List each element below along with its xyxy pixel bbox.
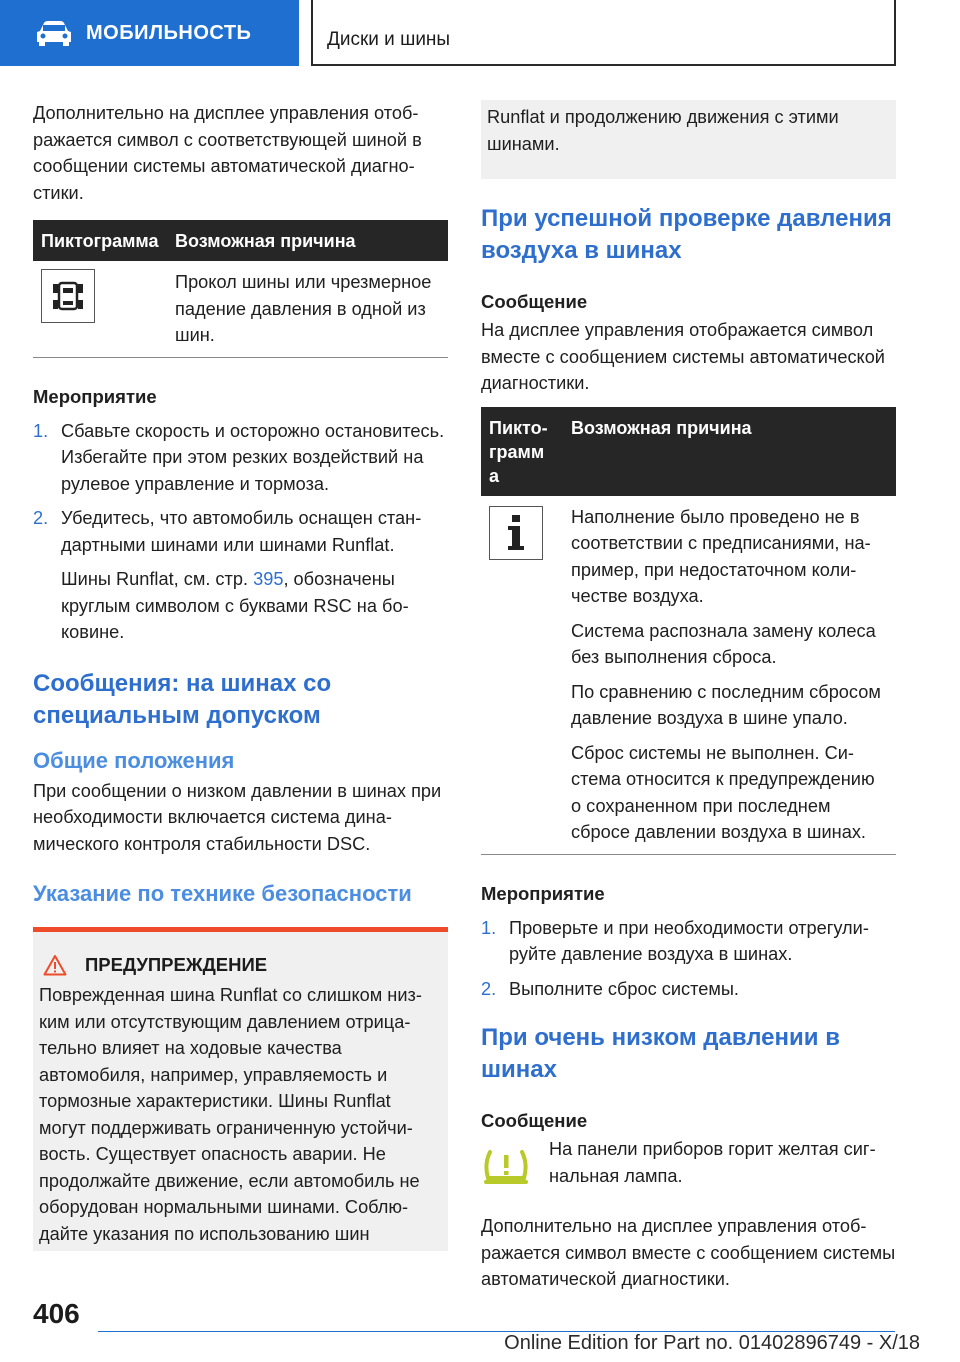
cause-item: По сравнению с последним сбросом давление воздуха в шине упало. bbox=[571, 681, 881, 728]
table-cell-cause: Прокол шины или чрезмерное падение давления в одной из шин. bbox=[167, 261, 448, 357]
warning-continued-text: Runflat и продолжению движения с этими шинами. bbox=[487, 107, 839, 154]
warning-title-row bbox=[39, 954, 442, 976]
warning-triangle-icon bbox=[43, 954, 67, 976]
tire-pressure-warning-lamp-icon bbox=[481, 1136, 549, 1195]
heading-success: При успешной проверке давления воздуха в шинах bbox=[481, 205, 892, 264]
message-text: На дисплее управления отображается символ вместе с сообщением системы автоматической диагностики. bbox=[481, 320, 885, 393]
extra-text: Дополнительно на дисплее управления отображается символ вместе с сообщением системы автоматической диагностики. bbox=[481, 1216, 896, 1289]
chapter-box bbox=[311, 0, 896, 66]
table-header-cause: Возможная причина bbox=[167, 220, 448, 261]
runflat-note: Шины Runflat, см. стр. 395, обозначены круглым символом с буквами RSC на боковине. bbox=[61, 569, 409, 642]
right-column bbox=[481, 100, 896, 1293]
section-label: МОБИЛЬНОСТЬ bbox=[86, 21, 252, 44]
section-tab[interactable] bbox=[0, 0, 299, 66]
measures-list bbox=[481, 915, 896, 1003]
table-header-pictogram: Пиктограмм а bbox=[481, 407, 563, 496]
warning-box-continued bbox=[481, 100, 896, 179]
list-item: 2. Выполните сброс системы. bbox=[481, 978, 739, 999]
chapter-title: Диски и шины bbox=[327, 29, 451, 50]
cause-item: Наполнение было проведено не в соответствии с предписаниями, например, при недостаточном количестве воздуха. bbox=[571, 506, 871, 606]
tire-puncture-icon bbox=[41, 269, 95, 323]
heading-safety: Указание по технике безопасности bbox=[33, 881, 412, 906]
lamp-row bbox=[481, 1136, 896, 1195]
page-link[interactable]: 395 bbox=[253, 569, 284, 589]
cause-item: Сброс системы не выполнен. Система относится к предупреждению о сохраненном при последнем сбросе давлении воздуха в шинах. bbox=[571, 742, 875, 842]
warning-text: Поврежденная шина Runflat со слишком низким или отсутствующим давлением отрицательно влияет на ходовые качества автомобиля, например, управляемость и тормозные характеристики. Шины Runflat могут поддерживать ограниченную устойчивость. Существует опасность аварии. Не продолжайте движение, если автомобиль не оборудован нормальными шинами. Соблюдайте указания по использованию шин bbox=[39, 985, 422, 1244]
table-header-row bbox=[33, 220, 448, 261]
heading-low-pressure: При очень низком давлении в шинах bbox=[481, 1024, 840, 1083]
measures-list bbox=[33, 418, 448, 559]
table-header-cause: Возможная причина bbox=[563, 407, 896, 496]
table-cell-cause bbox=[563, 496, 896, 855]
table-row bbox=[481, 496, 896, 855]
cause-table-1 bbox=[33, 220, 448, 358]
cause-table-2 bbox=[481, 407, 896, 855]
lamp-text: На панели приборов горит желтая сигнальная лампа. bbox=[549, 1139, 876, 1186]
measures-title: Мероприятие bbox=[481, 882, 605, 904]
table-row bbox=[33, 261, 448, 357]
list-item: 1. Сбавьте скорость и осторожно остановитесь. Избегайте при этом резких воздействий на рулевое управление и тормоза. bbox=[33, 420, 445, 494]
intro-text: Дополнительно на дисплее управления отображается символ с соответствующей шиной в сообщении системы автоматической диагностики. bbox=[33, 103, 422, 203]
message-title: Сообщение bbox=[481, 291, 588, 312]
info-icon bbox=[489, 506, 543, 560]
list-item: 2. Убедитесь, что автомобиль оснащен стандартными шинами или шинами Runflat. bbox=[33, 508, 422, 555]
list-item: 1. Проверьте и при необходимости отрегулируйте давление воздуха в шинах. bbox=[481, 917, 869, 964]
message-title-2: Сообщение bbox=[481, 1110, 588, 1131]
cause-item: Система распознала замену колеса без выполнения сброса. bbox=[571, 620, 876, 667]
page-number: 406 bbox=[33, 1298, 80, 1329]
heading-general: Общие положения bbox=[33, 747, 235, 773]
table-header-row bbox=[481, 407, 896, 496]
car-icon bbox=[34, 19, 74, 47]
heading-special: Сообщения: на шинах со специальным допуском bbox=[33, 669, 332, 729]
edition-text: Online Edition for Part no. 01402896749 - X/18 bbox=[504, 1332, 920, 1354]
general-text: При сообщении о низком давлении в шинах при необходимости включается система динамического контроля стабильности DSC. bbox=[33, 780, 442, 854]
measures-title: Мероприятие bbox=[33, 385, 157, 407]
page-header bbox=[0, 0, 960, 66]
warning-box bbox=[33, 927, 448, 1251]
table-header-pictogram: Пиктограмма bbox=[33, 220, 167, 261]
warning-title: ПРЕДУПРЕЖДЕНИЕ bbox=[85, 954, 268, 975]
left-column bbox=[33, 100, 448, 1251]
